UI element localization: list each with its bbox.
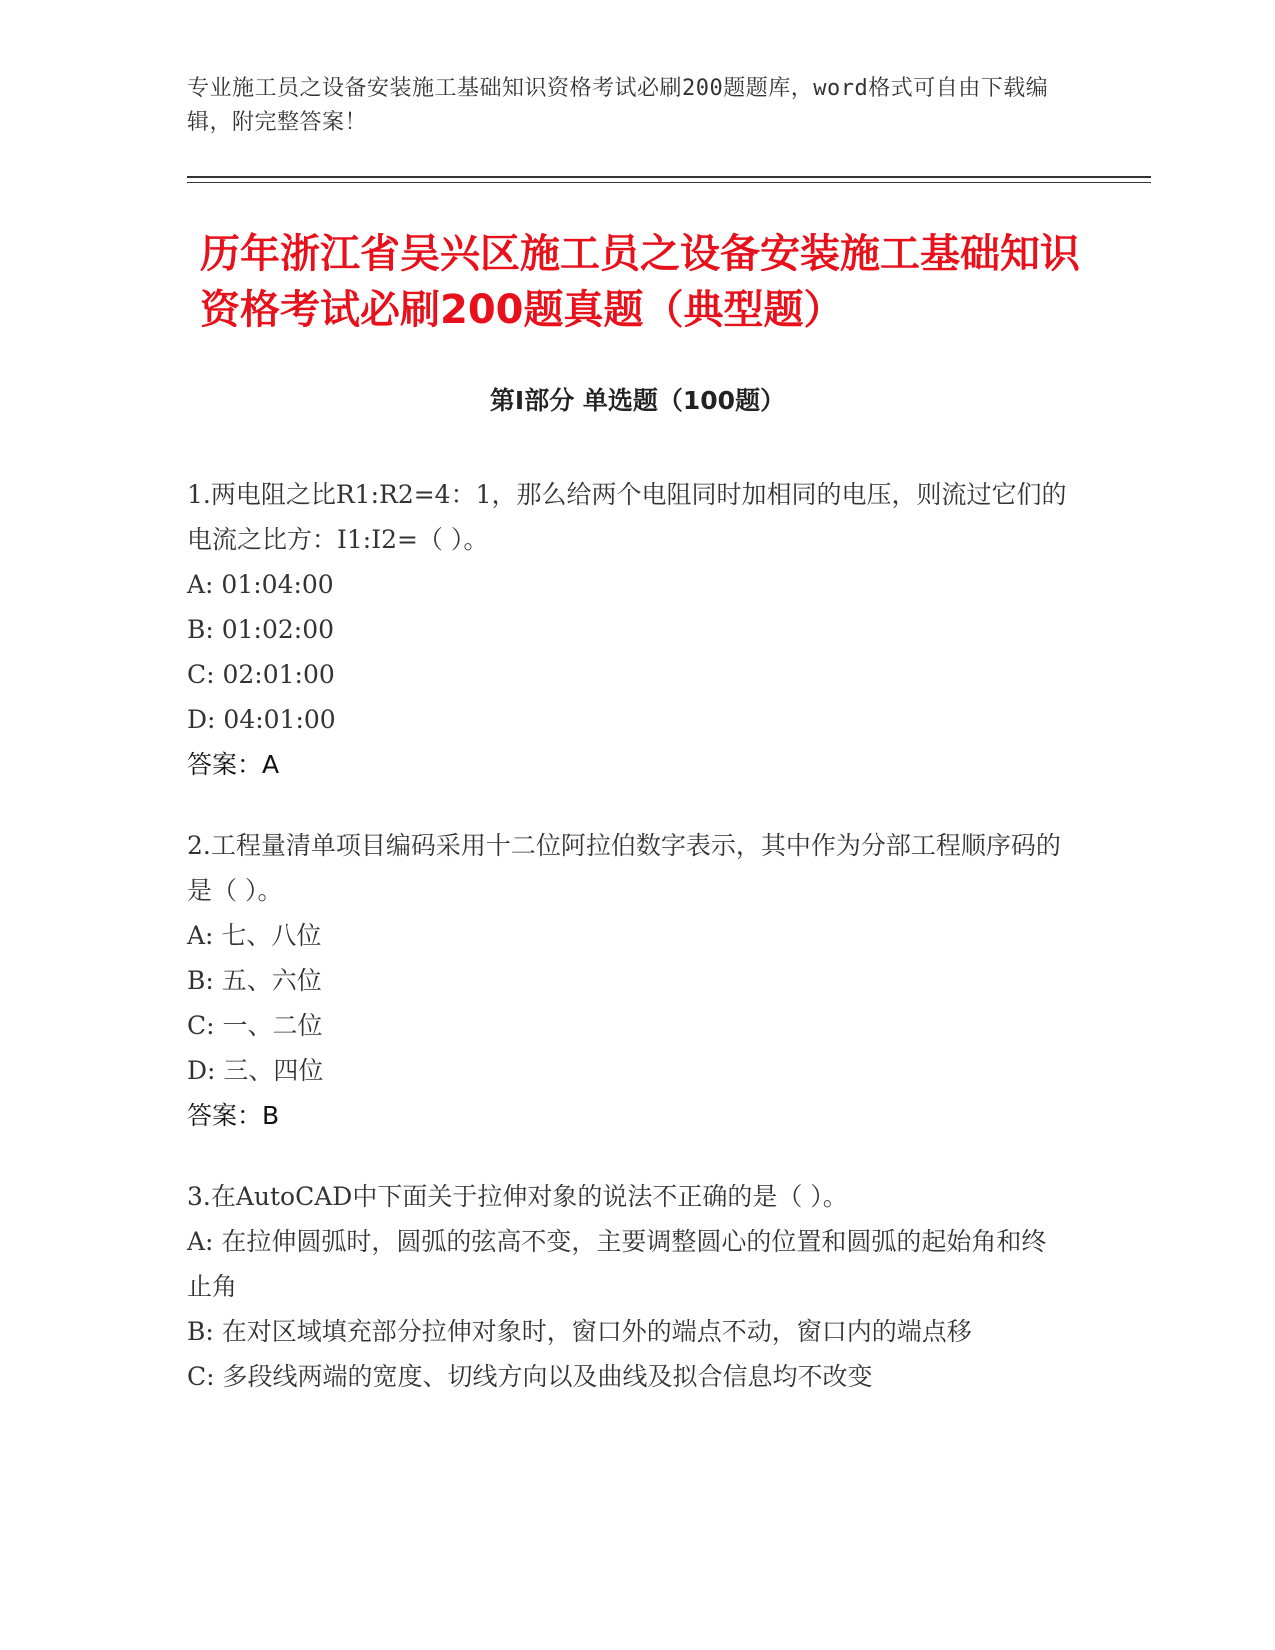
question-stem: 2.工程量清单项目编码采用十二位阿拉伯数字表示，其中作为分部工程顺序码的是（ ）。	[187, 831, 1061, 905]
option-c: C: 一、二位	[187, 1011, 323, 1040]
question-stem: 3.在AutoCAD中下面关于拉伸对象的说法不正确的是（ ）。	[187, 1182, 848, 1211]
question-stem: 1.两电阻之比R1:R2=4：1，那么给两个电阻同时加相同的电压，则流过它们的电流之比方：I1:I2=（ ）。	[187, 480, 1067, 554]
option-a: A: 在拉伸圆弧时，圆弧的弦高不变，主要调整圆心的位置和圆弧的起始角和终止角	[187, 1227, 1047, 1301]
header-divider-thick	[187, 176, 1151, 178]
option-c: C: 02:01:00	[187, 660, 335, 689]
option-b: B: 五、六位	[187, 966, 322, 995]
option-b: B: 在对区域填充部分拉伸对象时，窗口外的端点不动，窗口内的端点移	[187, 1317, 972, 1346]
option-a: A: 01:04:00	[187, 570, 334, 599]
question-1	[187, 472, 1067, 787]
option-a: A: 七、八位	[187, 921, 322, 950]
header-note: 专业施工员之设备安装施工基础知识资格考试必刷200题题库，word格式可自由下载编辑，附完整答案！	[187, 76, 1049, 135]
header-divider-thin	[187, 182, 1151, 183]
question-list	[187, 472, 1067, 1435]
document-title: 历年浙江省吴兴区施工员之设备安装施工基础知识资格考试必刷200题真题（典型题）	[200, 231, 1080, 333]
option-c: C: 多段线两端的宽度、切线方向以及曲线及拟合信息均不改变	[187, 1362, 873, 1391]
option-b: B: 01:02:00	[187, 615, 335, 644]
question-3	[187, 1174, 1067, 1399]
section-heading: 第I部分 单选题（100题）	[489, 386, 786, 415]
answer-line: 答案：B	[187, 1101, 280, 1130]
option-d: D: 三、四位	[187, 1056, 324, 1085]
option-d: D: 04:01:00	[187, 705, 336, 734]
answer-line: 答案：A	[187, 750, 280, 779]
question-2	[187, 823, 1067, 1138]
